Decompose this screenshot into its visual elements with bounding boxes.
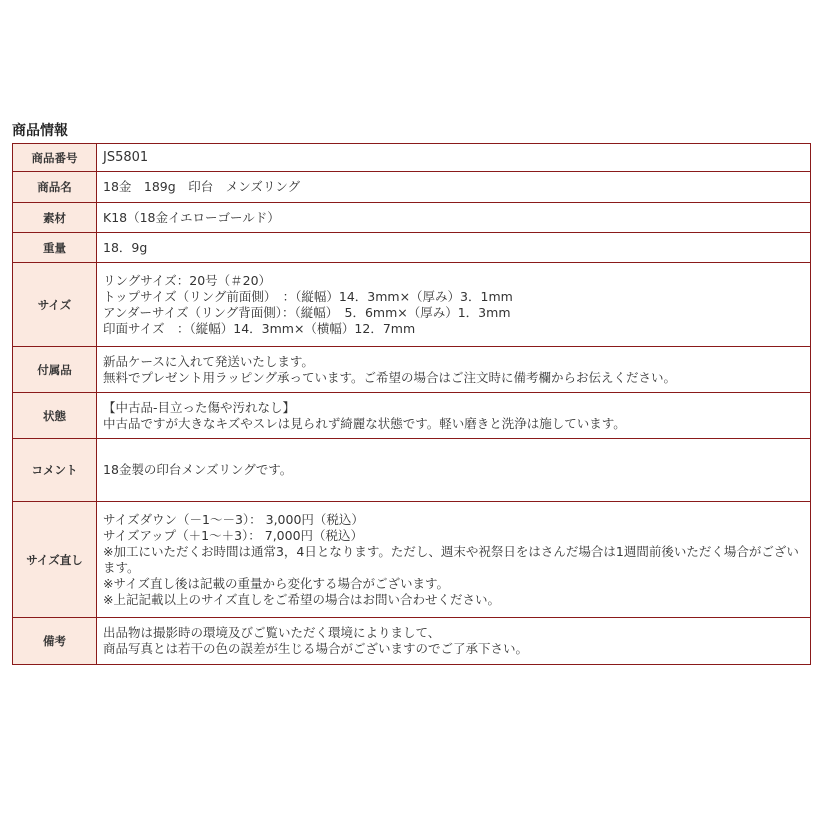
size-line: トップサイズ（リング前面側） ：（縦幅）14．3mm×（厚み）3．1mm bbox=[103, 288, 513, 304]
value-material bbox=[97, 203, 811, 233]
resizing-line: ※上記記載以上のサイズ直しをご希望の場合はお問い合わせください。 bbox=[103, 591, 500, 607]
size-line: 印面サイズ ：（縦幅）14．3mm×（横幅）12．7mm bbox=[103, 320, 416, 336]
value-product-name bbox=[97, 172, 811, 203]
value-size bbox=[97, 263, 811, 347]
resizing-line: ※サイズ直し後は記載の重量から変化する場合がございます。 bbox=[103, 575, 449, 591]
row-product-name bbox=[13, 172, 811, 203]
size-line: アンダーサイズ（リング背面側）：（縦幅） 5．6mm×（厚み）1．3mm bbox=[103, 304, 511, 320]
value-accessories bbox=[97, 347, 811, 393]
comment-text: 18金製の印台メンズリングです。 bbox=[103, 462, 293, 477]
label-remarks: 備考 bbox=[13, 618, 97, 665]
size-line: リングサイズ：20号（＃20） bbox=[103, 272, 272, 288]
product-info-table bbox=[12, 143, 811, 665]
value-remarks bbox=[97, 618, 811, 665]
product-number-text: JS5801 bbox=[103, 149, 149, 165]
accessories-line: 新品ケースに入れて発送いたします。 bbox=[103, 353, 314, 369]
row-product-number bbox=[13, 144, 811, 172]
value-resizing bbox=[97, 502, 811, 618]
weight-text: 18．9g bbox=[103, 239, 148, 255]
remarks-line: 出品物は撮影時の環境及びご覧いただく環境によりまして、 bbox=[103, 625, 441, 640]
resizing-note: ※加工にいただくお時間は通常3，4日となります。ただし、週末や祝祭日をはさんだ場合は1週間前後いただく場合がございます。 bbox=[103, 543, 799, 575]
row-resizing bbox=[13, 502, 811, 618]
value-weight bbox=[97, 233, 811, 263]
label-accessories: 付属品 bbox=[13, 347, 97, 393]
remarks-line: 商品写真とは若干の色の誤差が生じる場合がございますのでご了承下さい。 bbox=[103, 641, 529, 656]
label-comment: コメント bbox=[13, 439, 97, 502]
value-comment bbox=[97, 439, 811, 502]
row-size bbox=[13, 263, 811, 347]
product-name-text: 18金 189g 印台 メンズリング bbox=[103, 179, 301, 194]
condition-line: 中古品ですが大きなキズやスレは見られず綺麗な状態です。軽い磨きと洗浄は施しています。 bbox=[103, 415, 626, 431]
row-material bbox=[13, 203, 811, 233]
resizing-line: サイズダウン（－1～－3）： 3,000円（税込） bbox=[103, 511, 364, 527]
resizing-line: サイズアップ（＋1～＋3）： 7,000円（税込） bbox=[103, 527, 364, 543]
condition-line: 【中古品-目立った傷や汚れなし】 bbox=[103, 399, 296, 415]
material-text: K18（18金イエローゴールド） bbox=[103, 209, 280, 225]
value-condition bbox=[97, 393, 811, 439]
row-condition bbox=[13, 393, 811, 439]
label-material: 素材 bbox=[13, 203, 97, 233]
row-remarks bbox=[13, 618, 811, 665]
value-product-number bbox=[97, 144, 811, 172]
label-condition: 状態 bbox=[13, 393, 97, 439]
label-product-number: 商品番号 bbox=[13, 144, 97, 172]
label-resizing: サイズ直し bbox=[13, 502, 97, 618]
accessories-line: 無料でプレゼント用ラッピング承っています。ご希望の場合はご注文時に備考欄からお伝えください。 bbox=[103, 369, 677, 385]
label-weight: 重量 bbox=[13, 233, 97, 263]
section-title: 商品情報 bbox=[12, 123, 68, 139]
label-product-name: 商品名 bbox=[13, 172, 97, 203]
row-weight bbox=[13, 233, 811, 263]
row-accessories bbox=[13, 347, 811, 393]
row-comment bbox=[13, 439, 811, 502]
label-size: サイズ bbox=[13, 263, 97, 347]
